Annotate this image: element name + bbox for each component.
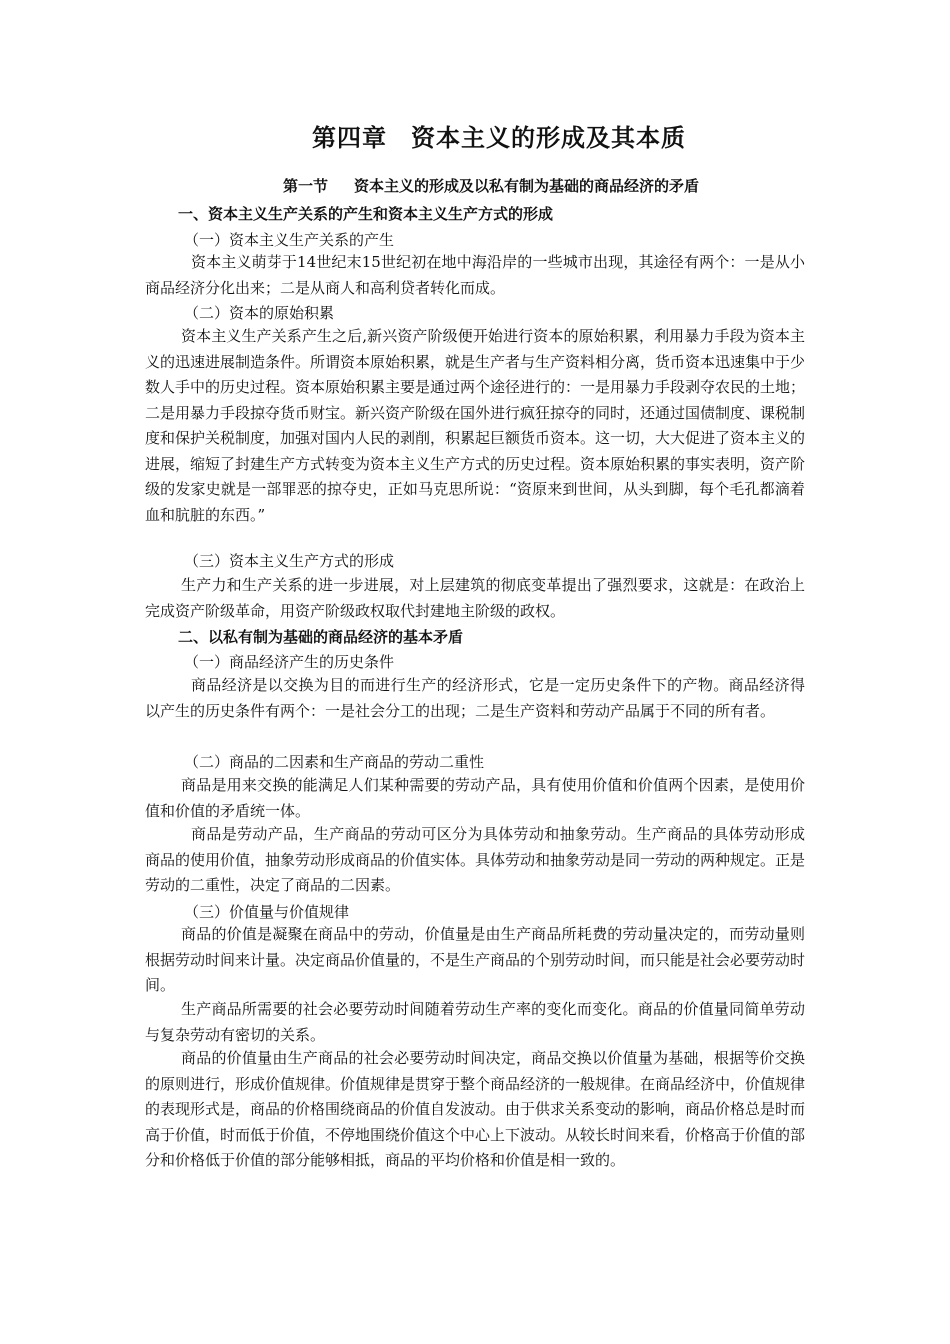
- paragraph-2-4: 商品的价值是凝聚在商品中的劳动，价值量是由生产商品所耗费的劳动量决定的，而劳动量则根据劳动时间来计量。决定商品价值量的，不是生产商品的个别劳动时间，而只能是社会必要劳动时间。: [145, 925, 806, 994]
- paragraph-2-6: 商品的价值量由生产商品的社会必要劳动时间决定，商品交换以价值量为基础，根据等价交换的原则进行，形成价值规律。价值规律是贯穿于整个商品经济的一般规律。在商品经济中，价值规律的表现形式是，商品的价格围绕商品的价值自发波动。由于供求关系变动的影响，商品价格总是时而高于价值，时而低于价值，不停地围绕价值这个中心上下波动。从较长时间来看，价格高于价值的部分和价格低于价值的部分能够相抵，商品的平均价格和价值是相一致的。: [145, 1049, 806, 1169]
- subheading-1-1: （一）资本主义生产关系的产生: [184, 231, 395, 249]
- subheading-2-3: （三）价值量与价值规律: [184, 903, 350, 921]
- paragraph-2-1: 商品经济是以交换为目的而进行生产的经济形式，它是一定历史条件下的产物。商品经济得以产生的历史条件有两个：一是社会分工的出现；二是生产资料和劳动产品属于不同的所有者。: [145, 676, 805, 720]
- paragraph-2-5: 生产商品所需要的社会必要劳动时间随着劳动生产率的变化而变化。商品的价值量同简单劳动与复杂劳动有密切的关系。: [145, 1000, 805, 1044]
- section-number: 第一节: [282, 177, 328, 195]
- paragraph-2-3: 商品是劳动产品，生产商品的劳动可区分为具体劳动和抽象劳动。生产商品的具体劳动形成商品的使用价值，抽象劳动形成商品的价值实体。具体劳动和抽象劳动是同一劳动的两种规定。正是劳动的二重性，决定了商品的二因素。: [145, 825, 806, 894]
- subheading-1-3: （三）资本主义生产方式的形成: [184, 552, 395, 570]
- paragraph-1-1: 资本主义萌芽于14世纪末15世纪初在地中海沿岸的一些城市出现，其途径有两个：一是从小商品经济分化出来；二是从商人和高利贷者转化而成。: [145, 253, 805, 297]
- paragraph-2-2: 商品是用来交换的能满足人们某种需要的劳动产品，具有使用价值和价值两个因素，是使用价值和价值的矛盾统一体。: [145, 776, 805, 820]
- subheading-2-1: （一）商品经济产生的历史条件: [184, 653, 395, 671]
- heading-part-2: 二、以私有制为基础的商品经济的基本矛盾: [178, 628, 464, 646]
- subheading-1-2: （二）资本的原始积累: [184, 304, 335, 322]
- paragraph-1-3: 生产力和生产关系的进一步进展，对上层建筑的彻底变革提出了强烈要求，这就是：在政治上完成资产阶级革命，用资产阶级政权取代封建地主阶级的政权。: [145, 576, 805, 620]
- heading-part-1: 一、资本主义生产关系的产生和资本主义生产方式的形成: [178, 205, 554, 223]
- section-title: [0, 175, 950, 196]
- paragraph-1-2: 资本主义生产关系产生之后,新兴资产阶级便开始进行资本的原始积累，利用暴力手段为资本主义的迅速进展制造条件。所谓资本原始积累，就是生产者与生产资料相分离，货币资本迅速集中于少数人手中的历史过程。资本原始积累主要是通过两个途径进行的：一是用暴力手段剥夺农民的土地；二是用暴力手段掠夺货币财宝。新兴资产阶级在国外进行疯狂掠夺的同时，还通过国债制度、课税制度和保护关税制度，加强对国内人民的剥削，积累起巨额货币资本。这一切，大大促进了资本主义的进展，缩短了封建生产方式转变为资本主义生产方式的历史过程。资本原始积累的事实表明，资产阶级的发家史就是一部罪恶的掠夺史，正如马克思所说：“资原来到世间，从头到脚，每个毛孔都滴着血和肮脏的东西。”: [145, 327, 806, 524]
- chapter-title: [0, 118, 950, 153]
- chapter-number: 第四章: [312, 124, 387, 152]
- section-name: 资本主义的形成及以私有制为基础的商品经济的矛盾: [354, 177, 700, 195]
- subheading-2-2: （二）商品的二因素和生产商品的劳动二重性: [184, 753, 485, 771]
- chapter-name: 资本主义的形成及其本质: [411, 124, 686, 152]
